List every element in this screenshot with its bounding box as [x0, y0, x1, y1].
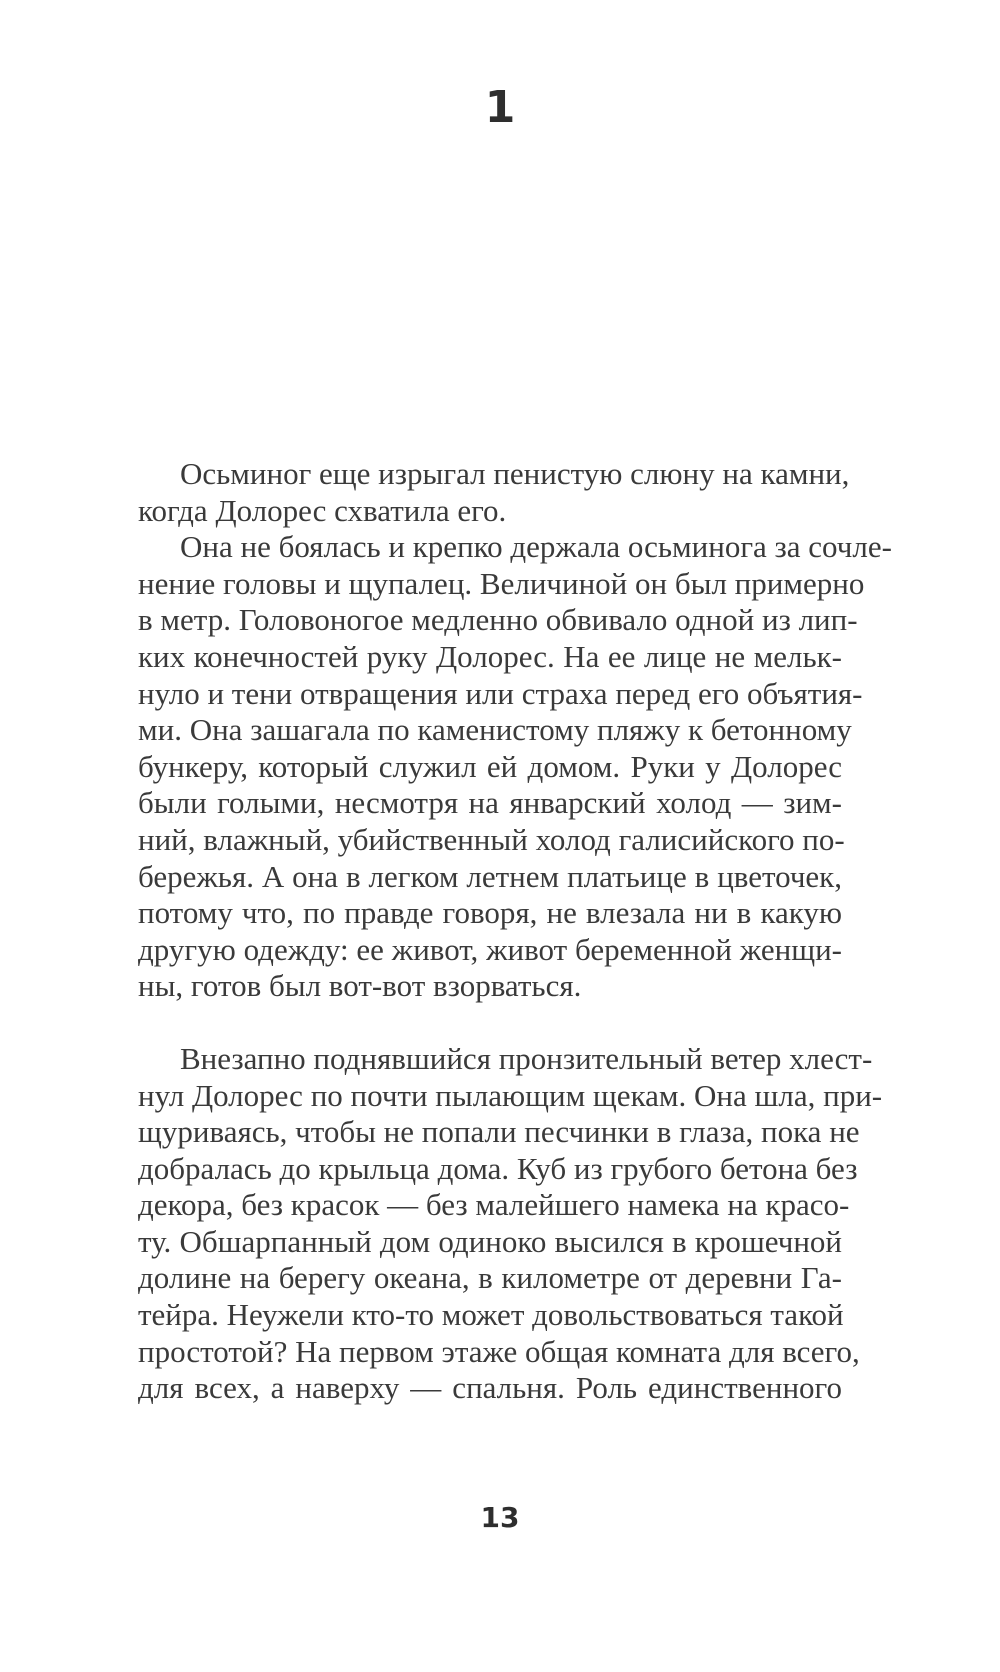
text-line: другую одежду: ее живот, живот беременной женщи- — [138, 931, 842, 967]
paragraph-break — [138, 1005, 842, 1041]
text-line: ми. Она зашагала по каменистому пляжу к бетонному — [138, 712, 852, 748]
page-number: 13 — [480, 1501, 520, 1534]
text-line: ту. Обшарпанный дом одиноко высился в крошечной — [138, 1223, 842, 1259]
text-line: когда Долорес схватила его. — [138, 492, 507, 528]
text-line: простотой? На первом этаже общая комната для всего, — [138, 1333, 860, 1369]
paragraph-2 — [138, 529, 892, 1005]
text-line: Она не боялась и крепко держала осьминога за сочле- — [180, 529, 892, 565]
text-line: ний, влажный, убийственный холод галисийского по- — [138, 821, 845, 857]
text-line: ны, готов был вот-вот взорваться. — [138, 968, 582, 1004]
text-line: нул Долорес по почти пылающим щекам. Она шла, при- — [138, 1077, 883, 1113]
text-line: в метр. Головоногое медленно обвивало одной из лип- — [138, 602, 858, 638]
text-line: Внезапно поднявшийся пронзительный ветер хлест- — [180, 1040, 873, 1076]
text-line: долине на берегу океана, в километре от деревни Га- — [138, 1260, 842, 1296]
text-line: добралась до крыльца дома. Куб из грубого бетона без — [138, 1150, 858, 1186]
text-line: нуло и тени отвращения или страха перед его объятия- — [138, 675, 863, 711]
chapter-number: 1 — [484, 82, 516, 133]
text-line: для всех, а наверху — спальня. Роль единственного — [138, 1370, 842, 1406]
text-line: щуриваясь, чтобы не попали песчинки в глаза, пока не — [138, 1114, 860, 1150]
text-line: бережья. А она в легком летнем платьице в цветочек, — [138, 858, 842, 894]
text-line: Осьминог еще изрыгал пенистую слюну на камни, — [180, 456, 850, 491]
paragraph-1 — [138, 456, 850, 529]
paragraph-3 — [138, 1040, 883, 1407]
text-line: потому что, по правде говоря, не влезала ни в какую — [138, 895, 842, 931]
text-line: были голыми, несмотря на январский холод — зим- — [138, 785, 842, 821]
text-line: декора, без красок — без малейшего намека на красо- — [138, 1187, 850, 1223]
text-line: ких конечностей руку Долорес. На ее лице не мельк- — [138, 638, 842, 674]
body-text — [138, 456, 892, 1407]
text-line: нение головы и щупалец. Величиной он был примерно — [138, 565, 865, 601]
text-line: тейра. Неужели кто-то может довольствоваться такой — [138, 1297, 844, 1333]
text-line: бункеру, который служил ей домом. Руки у Долорес — [138, 748, 842, 784]
